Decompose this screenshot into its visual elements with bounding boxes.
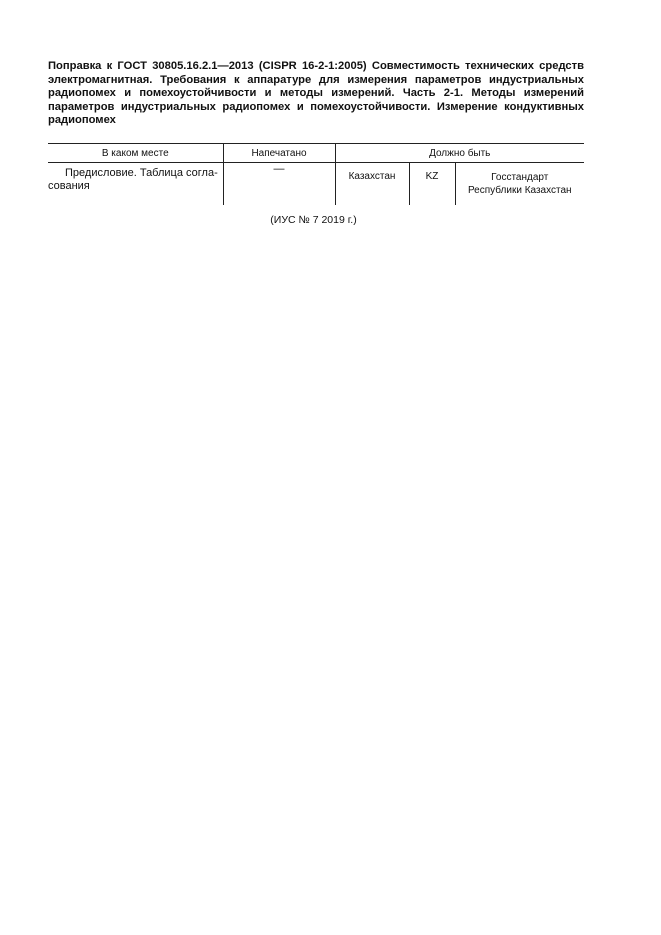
header-should-be: Должно быть [335, 144, 584, 163]
header-where: В каком месте [48, 144, 223, 163]
cell-printed: — [223, 163, 335, 206]
amendment-table [48, 143, 584, 205]
table-header-row [48, 144, 584, 163]
issue-reference: (ИУС № 7 2019 г.) [270, 214, 357, 226]
agency-line-2: Республики Казахстан [467, 185, 572, 196]
cell-country: Казахстан [335, 163, 409, 206]
cell-agency [455, 163, 584, 206]
cell-code: KZ [409, 163, 455, 206]
table-row [48, 163, 584, 206]
agency-line-1: Госстандарт [491, 172, 549, 183]
cell-where: Предисловие. Таблица согласования [48, 167, 218, 192]
page-title: Поправка к ГОСТ 30805.16.2.1—2013 (CISPR 16-2-1:2005) Совместимость технических средств электромагнитная. Требования к аппаратуре для измерения параметров индустриальных радиопомех и помехоустойчивости и методы измерений. Часть 2-1. Методы измерений параметров индустриальных радиопомех и помехоустойчивости. Измерение кондуктивных радиопомех [48, 60, 584, 127]
header-printed: Напечатано [223, 144, 335, 163]
